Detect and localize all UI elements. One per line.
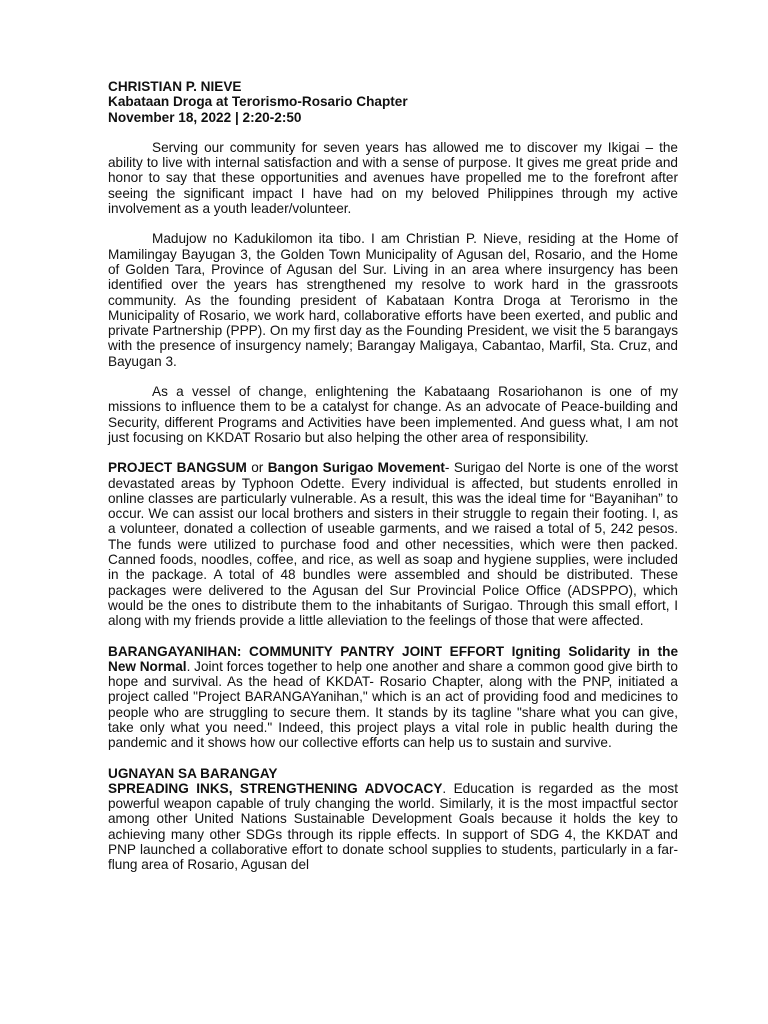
- document-page: [108, 79, 678, 873]
- bangsum-subtitle: Bangon Surigao Movement: [267, 460, 445, 476]
- ugnayan-paragraph: [108, 781, 678, 873]
- organization-name: Kabataan Droga at Terorismo-Rosario Chapter: [108, 94, 408, 110]
- ugnayan-title: SPREADING INKS, STRENGTHENING ADVOCACY: [108, 780, 443, 796]
- intro-paragraph-2: Madujow no Kadukilomon ita tibo. I am Christian P. Nieve, residing at the Home of Mamilingay Bayugan 3, the Golden Town Municipality of Agusan del, Rosario, and the Home of Golden Tara, Province of Agusan del Sur. Living in an area where insurgency has been identified over the years has strengthened my resolve to work hard in the grassroots community. As the founding president of Kabataan Kontra Droga at Terorismo in the Municipality of Rosario, we work hard, collaborative efforts have been exerted, and public and private Partnership (PPP). On my first day as the Founding President, we visit the 5 barangays with the presence of insurgency namely; Barangay Maligaya, Cabantao, Marfil, Sta. Cruz, and Bayugan 3.: [108, 231, 678, 369]
- bangsum-body: - Surigao del Norte is one of the worst devastated areas by Typhoon Odette. Every individual is affected, but students enrolled in online classes are particularly vulnerable. As a result, this was the ideal time for “Bayanihan” to occur. We can assist our local brothers and sisters in their struggle to regain their footing. I, as a volunteer, donated a collection of useable garments, and we raised a total of 5, 242 pesos. The funds were utilized to purchase food and other necessities, which were then packed. Canned foods, noodles, coffee, and rice, as well as soap and hygiene supplies, were included in the package. A total of 48 bundles were assembled and should be distributed. These packages were delivered to the Agusan del Sur Provincial Police Office (ADSPPO), which would be the ones to distribute them to the inhabitants of Surigao. Through this small effort, I along with my friends provide a little alleviation to the feelings of those that were affected.: [108, 460, 678, 629]
- intro-paragraph-1: Serving our community for seven years has allowed me to discover my Ikigai – the ability to live with internal satisfaction and with a sense of purpose. It gives me great pride and honor to say that these opportunities and avenues have propelled me to the forefront after seeing the significant impact I have had on my beloved Philippines through my active involvement as a youth leader/volunteer.: [108, 139, 678, 217]
- bangsum-title: PROJECT BANGSUM: [108, 460, 247, 476]
- barangayanihan-paragraph: [108, 644, 678, 751]
- ugnayan-body: . Education is regarded as the most powerful weapon capable of truly changing the world. Similarly, it is the most impactful sector among other United Nations Sustainable Development Goals because it holds the key to achieving many other SDGs through its ripple effects. In support of SDG 4, the KKDAT and PNP launched a collaborative effort to donate school supplies to students, particularly in a far-flung area of Rosario, Agusan del: [108, 780, 678, 873]
- ugnayan-heading: UGNAYAN SA BARANGAY: [108, 765, 278, 781]
- barangayanihan-body: . Joint forces together to help one another and share a common good give birth to hope and survival. As the head of KKDAT- Rosario Chapter, along with the PNP, initiated a project called "Project BARANGAYanihan," which is an act of providing food and medicines to people who are struggling to secure them. It stands by its tagline "share what you can give, take only what you need." Indeed, this project plays a vital role in public health during the pandemic and it shows how our collective efforts can help us to sustain and survive.: [108, 658, 678, 751]
- intro-paragraph-3: As a vessel of change, enlightening the Kabataang Rosariohanon is one of my missions to influence them to be a catalyst for change. As an advocate of Peace-building and Security, different Programs and Activities have been implemented. And guess what, I am not just focusing on KKDAT Rosario but also helping the other area of responsibility.: [108, 384, 678, 445]
- document-date: November 18, 2022 | 2:20-2:50: [108, 109, 302, 125]
- bangsum-paragraph: [108, 460, 678, 628]
- bangsum-connector: or: [246, 460, 268, 476]
- barangayanihan-title: BARANGAYANIHAN: COMMUNITY PANTRY JOINT EFFORT Igniting Solidarity in the New Normal: [108, 643, 678, 674]
- author-name: CHRISTIAN P. NIEVE: [108, 79, 242, 94]
